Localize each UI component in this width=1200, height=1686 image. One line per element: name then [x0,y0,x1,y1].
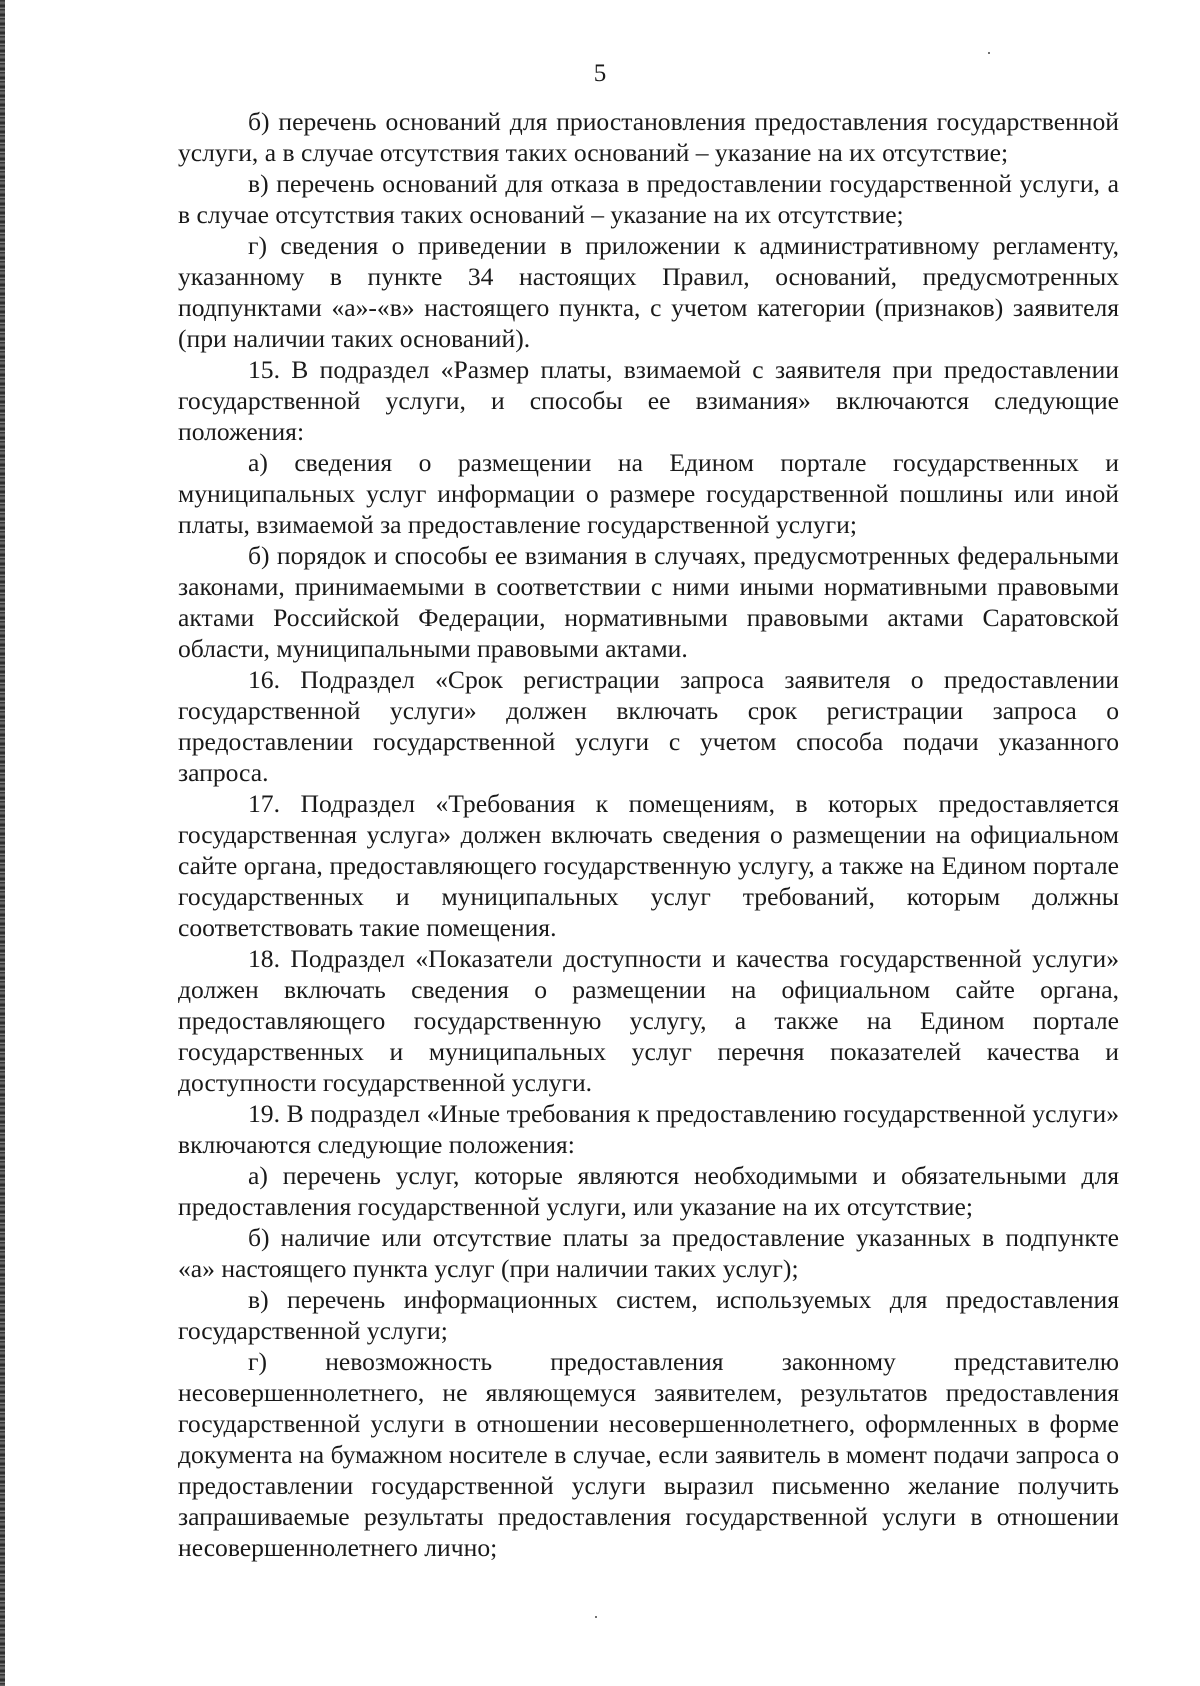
paragraph-19-other-requirements: 19. В подраздел «Иные требования к предоставлению государственной услуги» включаются следующие положения: [178,1099,1119,1159]
paragraph-a-required-services: а) перечень услуг, которые являются необходимыми и обязательными для предоставления государственной услуги, или указание на их отсутствие; [178,1161,1119,1221]
paragraph-g-grounds-appendix: г) сведения о приведении в приложении к административному регламенту, указанному в пункте 34 настоящих Правил, оснований, предусмотренных подпунктами «а»-«в» настоящего пункта, с учетом категории (признаков) заявителя (при наличии таких оснований). [178,231,1119,353]
paragraph-b-fee-collection: б) порядок и способы ее взимания в случаях, предусмотренных федеральными законами, принимаемыми в соответствии с ними иными нормативными правовыми актами Российской Федерации, нормативными правовыми актами Саратовской области, муниципальными правовыми актами. [178,541,1119,663]
paragraph-a-fee-info: а) сведения о размещении на Едином портале государственных и муниципальных услуг информации о размере государственной пошлины или иной платы, взимаемой за предоставление государственной услуги; [178,448,1119,539]
page-number: 5 [593,60,607,87]
scan-speck [595,1616,597,1618]
paragraph-16-registration-term: 16. Подраздел «Срок регистрации запроса заявителя о предоставлении государственной услуги» должен включать срок регистрации запроса о предоставлении государственной услуги с учетом способа подачи указанного запроса. [178,665,1119,787]
paragraph-18-quality-indicators: 18. Подраздел «Показатели доступности и качества государственной услуги» должен включать сведения о размещении на официальном сайте органа, предоставляющего государственную услугу, а также на Едином портале государственных и муниципальных услуг перечня показателей качества и доступности государственной услуги. [178,944,1119,1097]
document-body [178,106,1119,1563]
paragraph-17-premises-requirements: 17. Подраздел «Требования к помещениям, в которых предоставляется государственная услуга» должен включать сведения о размещении на официальном сайте органа, предоставляющего государственную услугу, а также на Едином портале государственных и муниципальных услуг требований, которым должны соответствовать такие помещения. [178,789,1119,942]
paragraph-15-fee-subsection: 15. В подраздел «Размер платы, взимаемой с заявителя при предоставлении государственной услуги, и способы ее взимания» включаются следующие положения: [178,355,1119,446]
scan-speck [988,52,990,54]
paragraph-v-information-systems: в) перечень информационных систем, используемых для предоставления государственной услуги; [178,1285,1119,1345]
paragraph-g-minor-representative: г) невозможность предоставления законному представителю несовершеннолетнего, не являющемуся заявителем, результатов предоставления государственной услуги в отношении несовершеннолетнего, оформленных в форме документа на бумажном носителе в случае, если заявитель в момент подачи запроса о предоставлении государственной услуги выразил письменно желание получить запрашиваемые результаты предоставления государственной услуги в отношении несовершеннолетнего лично; [178,1347,1119,1562]
paragraph-v-refusal-grounds: в) перечень оснований для отказа в предоставлении государственной услуги, а в случае отсутствия таких оснований – указание на их отсутствие; [178,169,1119,229]
paragraph-b-services-fee: б) наличие или отсутствие платы за предоставление указанных в подпункте «а» настоящего пункта услуг (при наличии таких услуг); [178,1223,1119,1283]
scan-edge [0,0,5,1686]
paragraph-b-suspension-grounds: б) перечень оснований для приостановления предоставления государственной услуги, а в случае отсутствия таких оснований – указание на их отсутствие; [178,107,1119,167]
